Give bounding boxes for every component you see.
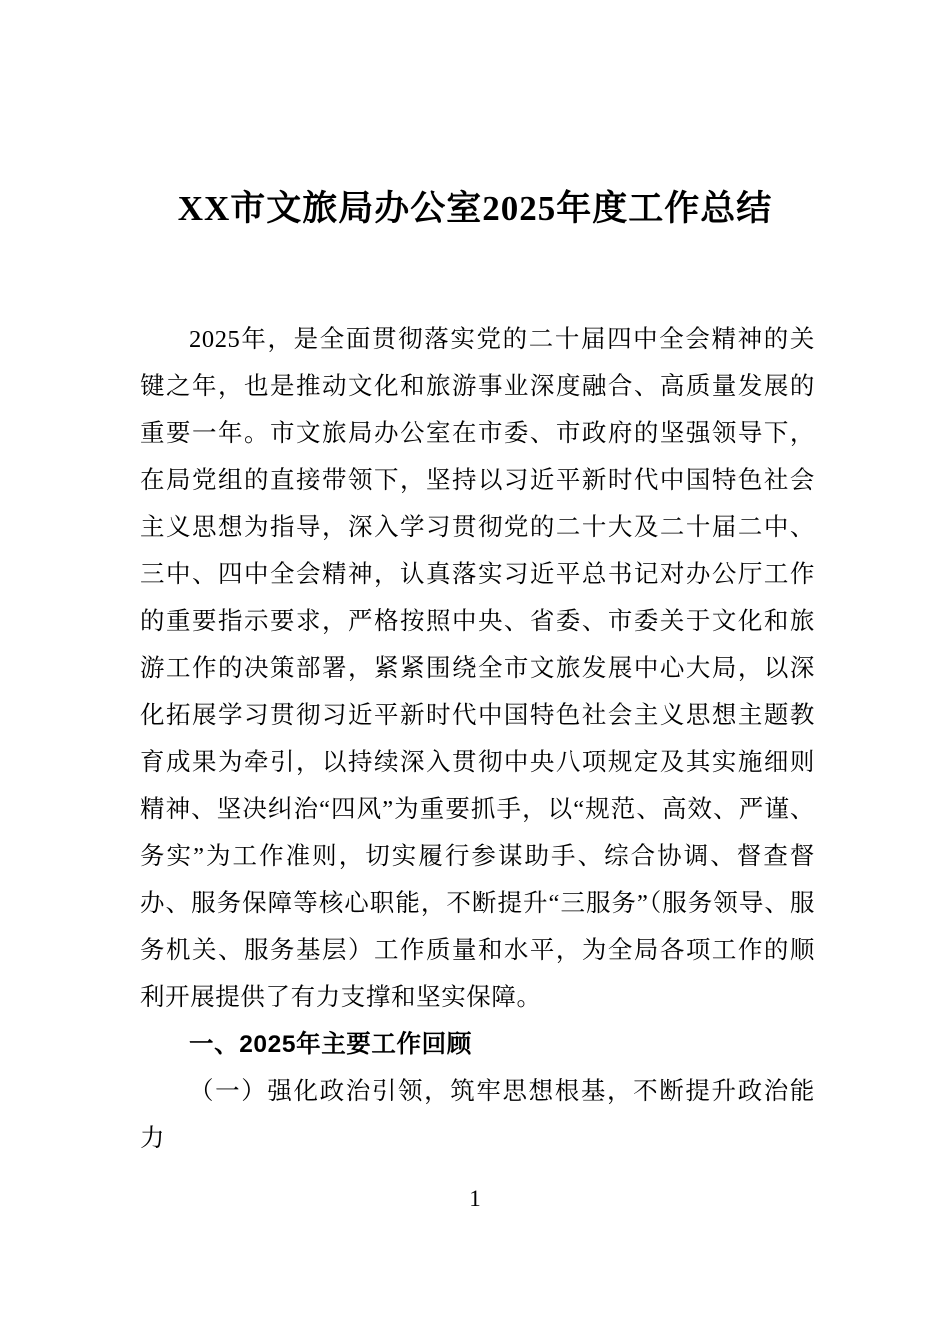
document-body [140, 316, 815, 1162]
page-number: 1 [469, 1186, 481, 1211]
page-title: XX市文旅局办公室2025年度工作总结 [177, 189, 773, 228]
paragraph-opening: 2025年，是全面贯彻落实党的二十届四中全会精神的关键之年，也是推动文化和旅游事业深度融合、高质量发展的重要一年。市文旅局办公室在市委、市政府的坚强领导下，在局党组的直接带领下，坚持以习近平新时代中国特色社会主义思想为指导，深入学习贯彻党的二十大及二十届二中、三中、四中全会精神，认真落实习近平总书记对办公厅工作的重要指示要求，严格按照中央、省委、市委关于文化和旅游工作的决策部署，紧紧围绕全市文旅发展中心大局，以深化拓展学习贯彻习近平新时代中国特色社会主义思想主题教育成果为牵引，以持续深入贯彻中央八项规定及其实施细则精神、坚决纠治“四风”为重要抓手，以“规范、高效、严谨、务实”为工作准则，切实履行参谋助手、综合协调、督查督办、服务保障等核心职能，不断提升“三服务”（服务领导、服务机关、服务基层）工作质量和水平，为全局各项工作的顺利开展提供了有力支撑和坚实保障。 [140, 326, 815, 1011]
subsection-heading: （一）强化政治引领，筑牢思想根基，不断提升政治能力 [140, 1078, 815, 1152]
section-heading: 一、2025年主要工作回顾 [189, 1031, 472, 1058]
